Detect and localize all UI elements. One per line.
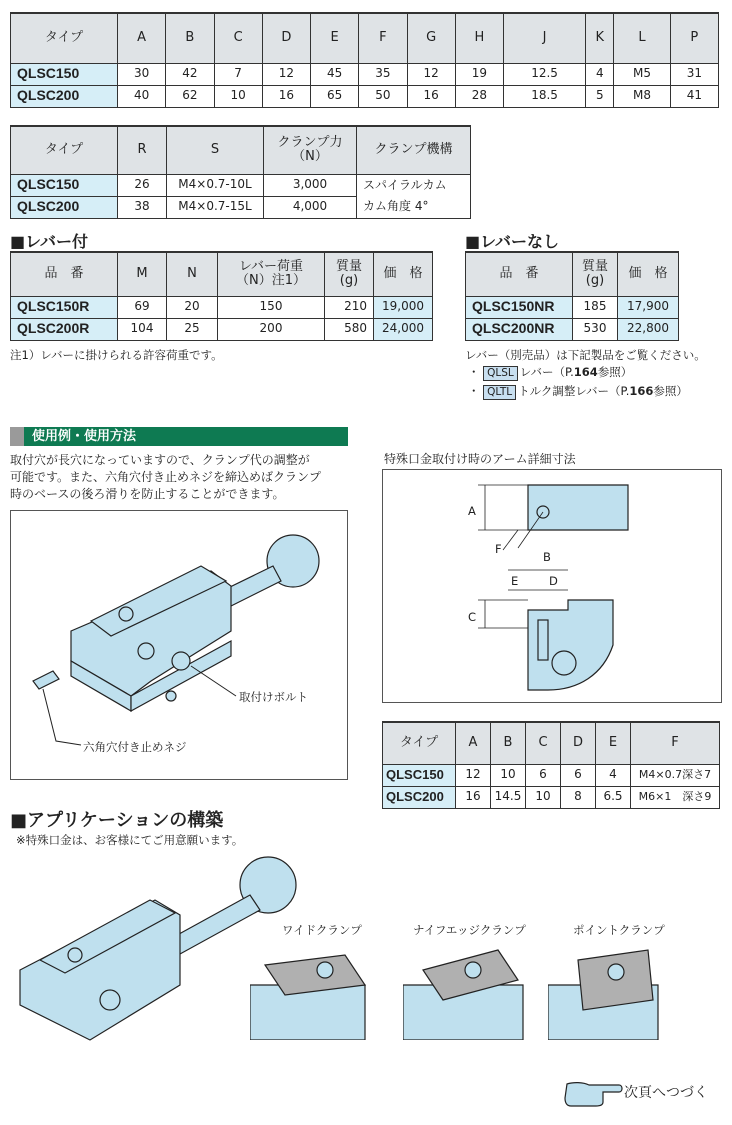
- row-part: QLSC200NR: [466, 318, 573, 340]
- table-row: [11, 174, 471, 196]
- set-screw-label: 六角穴付き止めネジ: [83, 740, 187, 754]
- table-row: [466, 296, 679, 318]
- col-r: R: [118, 126, 167, 174]
- price-cell: 17,900: [618, 296, 679, 318]
- col-c: C: [214, 13, 262, 63]
- cell: 200: [218, 318, 325, 340]
- col-m: M: [118, 252, 167, 296]
- cell: 50: [359, 85, 407, 107]
- arm-detail-drawing: [382, 469, 722, 703]
- col-h: H: [455, 13, 503, 63]
- section-title-lever-with: ■レバー付: [10, 232, 88, 251]
- col-d: D: [561, 722, 596, 764]
- cell: 3,000: [264, 174, 357, 196]
- cell: 62: [166, 85, 214, 107]
- table-row: [11, 85, 719, 107]
- cell: 530: [573, 318, 618, 340]
- cell: 6: [526, 764, 561, 786]
- col-mass: 質量 (g): [573, 252, 618, 296]
- col-lever-load: レバー荷重 （N）注1）: [218, 252, 325, 296]
- lever-ref-item: ・ QLTL トルク調整レバー（P.166参照）: [468, 384, 688, 398]
- table-row: [11, 196, 471, 218]
- usage-text: 取付穴が長穴になっていますので、クランプ代の調整が 可能です。また、六角穴付き止めネジを締込めばクランプ 時のベースの後ろ滑りを防止することができます。: [10, 453, 322, 501]
- cell: 104: [118, 318, 167, 340]
- cell: 45: [311, 63, 359, 85]
- lever-with-table: [10, 251, 433, 341]
- col-part-number: 品 番: [11, 252, 118, 296]
- cell: M5: [614, 63, 670, 85]
- col-price: 価 格: [374, 252, 433, 296]
- col-c: C: [526, 722, 561, 764]
- cell: 5: [586, 85, 614, 107]
- cell: 42: [166, 63, 214, 85]
- cell: カム角度 4°: [357, 196, 471, 218]
- cell: 35: [359, 63, 407, 85]
- table-row: [383, 764, 720, 786]
- table-row: [11, 318, 433, 340]
- dim-label-d: D: [549, 574, 558, 588]
- col-s: S: [167, 126, 264, 174]
- cell: 12.5: [504, 63, 586, 85]
- row-type: QLSC200: [11, 196, 118, 218]
- cell: 12: [262, 63, 310, 85]
- row-part: QLSC150NR: [466, 296, 573, 318]
- cell: M8: [614, 85, 670, 107]
- col-type: タイプ: [11, 126, 118, 174]
- knife-edge-clamp-illustration: [403, 940, 533, 1040]
- table-row: [11, 63, 719, 85]
- col-p: P: [670, 13, 718, 63]
- col-a: A: [456, 722, 491, 764]
- dim-label-c: C: [468, 610, 477, 624]
- cell: 210: [325, 296, 374, 318]
- col-g: G: [407, 13, 455, 63]
- cell: 10: [491, 764, 526, 786]
- caption-knife-edge-clamp: ナイフエッジクランプ: [413, 923, 526, 937]
- row-type: QLSC150: [11, 174, 118, 196]
- col-mass: 質量 (g): [325, 252, 374, 296]
- cell: 10: [526, 786, 561, 808]
- cell: 20: [167, 296, 218, 318]
- caption-point-clamp: ポイントクランプ: [573, 923, 665, 937]
- table-row: [11, 296, 433, 318]
- price-cell: 22,800: [618, 318, 679, 340]
- arm-dimension-table: [382, 721, 720, 809]
- lever-note: 注1）レバーに掛けられる許容荷重です。: [10, 348, 223, 362]
- col-f: F: [359, 13, 407, 63]
- cell: 4,000: [264, 196, 357, 218]
- cell: M4×0.7-15L: [167, 196, 264, 218]
- cell: 185: [573, 296, 618, 318]
- cell: 69: [118, 296, 167, 318]
- col-a: A: [118, 13, 166, 63]
- cell: 16: [407, 85, 455, 107]
- cell: 19: [455, 63, 503, 85]
- row-type: QLSC200: [383, 786, 456, 808]
- col-k: K: [586, 13, 614, 63]
- section-title-lever-without: ■レバーなし: [465, 232, 559, 251]
- usage-section-title: 使用例・使用方法: [24, 427, 348, 446]
- spec-table-1: [10, 12, 719, 108]
- cell: 10: [214, 85, 262, 107]
- cell: 18.5: [504, 85, 586, 107]
- cell: 6.5: [596, 786, 631, 808]
- col-type: タイプ: [383, 722, 456, 764]
- caption-wide-clamp: ワイドクランプ: [282, 923, 362, 937]
- usage-illustration: [10, 510, 348, 780]
- row-type: QLSC200: [11, 85, 118, 107]
- cell: 26: [118, 174, 167, 196]
- col-b: B: [166, 13, 214, 63]
- cell: 14.5: [491, 786, 526, 808]
- lever-ref-item: ・ QLSL レバー（P.164参照）: [468, 365, 633, 379]
- cell: 41: [670, 85, 718, 107]
- lever-without-table: [465, 251, 679, 341]
- cell: 25: [167, 318, 218, 340]
- cell: 580: [325, 318, 374, 340]
- cell: 40: [118, 85, 166, 107]
- arm-detail-title: 特殊口金取付け時のアーム詳細寸法: [384, 452, 576, 466]
- col-clamp-mechanism: クランプ機構: [357, 126, 471, 174]
- cell: M4×0.7-10L: [167, 174, 264, 196]
- col-b: B: [491, 722, 526, 764]
- dim-label-f: F: [495, 542, 502, 556]
- cell: 16: [262, 85, 310, 107]
- col-part-number: 品 番: [466, 252, 573, 296]
- col-f: F: [631, 722, 720, 764]
- cell: 6: [561, 764, 596, 786]
- cell: 4: [596, 764, 631, 786]
- cell: 30: [118, 63, 166, 85]
- pointing-hand-icon: [563, 1078, 625, 1108]
- col-j: J: [504, 13, 586, 63]
- col-e: E: [596, 722, 631, 764]
- row-part: QLSC150R: [11, 296, 118, 318]
- price-cell: 19,000: [374, 296, 433, 318]
- dim-label-b: B: [543, 550, 551, 564]
- row-type: QLSC150: [11, 63, 118, 85]
- col-l: L: [614, 13, 670, 63]
- cell: 38: [118, 196, 167, 218]
- spec-table-2: [10, 125, 471, 219]
- dim-label-e: E: [511, 574, 519, 588]
- col-clamp-force: クランプ力 （N）: [264, 126, 357, 174]
- dim-label-a: A: [468, 504, 476, 518]
- row-type: QLSC150: [383, 764, 456, 786]
- cell: M4×0.7深さ7: [631, 764, 720, 786]
- wide-clamp-illustration: [250, 940, 380, 1040]
- continued-next-page: 次頁へつづく: [624, 1085, 708, 1101]
- part-code-badge: QLSL: [483, 366, 518, 381]
- part-code-badge: QLTL: [483, 385, 516, 400]
- col-n: N: [167, 252, 218, 296]
- point-clamp-illustration: [548, 940, 668, 1040]
- cell: M6×1 深さ9: [631, 786, 720, 808]
- lever-without-note: レバー（別売品）は下記製品をご覧ください。: [465, 348, 706, 362]
- price-cell: 24,000: [374, 318, 433, 340]
- cell: スパイラルカム: [357, 174, 471, 196]
- mount-bolt-label: 取付けボルト: [239, 690, 308, 704]
- cell: 7: [214, 63, 262, 85]
- cell: 12: [407, 63, 455, 85]
- col-e: E: [311, 13, 359, 63]
- col-type: タイプ: [11, 13, 118, 63]
- cell: 28: [455, 85, 503, 107]
- col-price: 価 格: [618, 252, 679, 296]
- table-row: [466, 318, 679, 340]
- table-row: [383, 786, 720, 808]
- cell: 4: [586, 63, 614, 85]
- cell: 12: [456, 764, 491, 786]
- application-section-title: ■アプリケーションの構築: [10, 810, 224, 831]
- col-d: D: [262, 13, 310, 63]
- cell: 31: [670, 63, 718, 85]
- row-part: QLSC200R: [11, 318, 118, 340]
- application-note: ※特殊口金は、お客様にてご用意願います。: [16, 833, 244, 847]
- cell: 65: [311, 85, 359, 107]
- cell: 16: [456, 786, 491, 808]
- cell: 8: [561, 786, 596, 808]
- cell: 150: [218, 296, 325, 318]
